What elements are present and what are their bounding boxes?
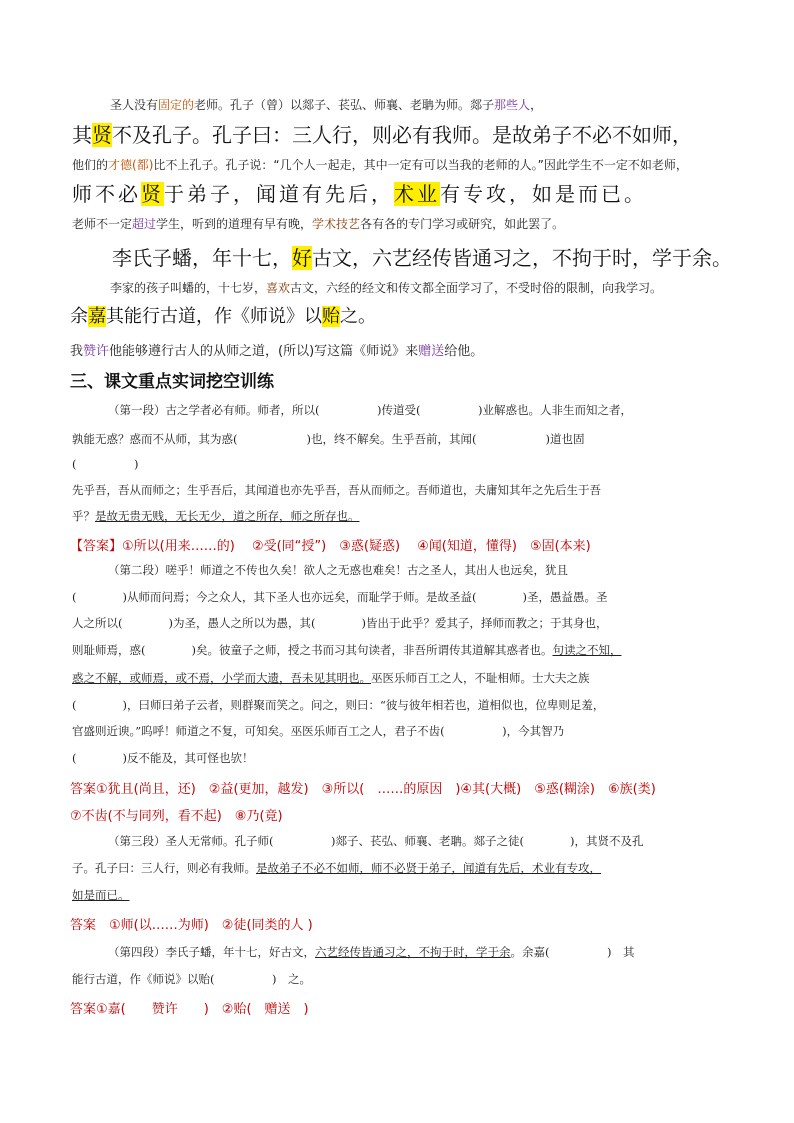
text: 巫医乐师百工之人，不耻相师。士大夫之族 (371, 671, 590, 685)
exercise-2-line: 人之所以( )为圣，愚人之所以为愚，其( )皆出于此乎？爱其子，择师而教之；于其身也， (72, 616, 608, 630)
original-line-2 (72, 178, 724, 207)
highlight-word: 贻 (322, 306, 340, 327)
exercise-2-line (72, 670, 724, 686)
exercise-2-line: （第二段）嗟乎！师道之不传也久矣！欲人之无惑也难矣！古之圣人，其出人也远矣，犹且 (108, 563, 568, 577)
underlined-text: 六艺经传皆通习之，不拘于时，学于余 (315, 945, 511, 959)
text: 比不上孔子。孔子说：“几个人一起走，其中一定有可以当我的老师的人。”因此学生不一定不如老师， (153, 158, 688, 172)
exercise-2-line: ( )从师而问焉；今之众人，其下圣人也亦远矣，而耻学于师。是故圣益( )圣，愚益愚。圣 (72, 590, 608, 604)
text: 其能行古道，作《师说》以 (106, 306, 322, 327)
keyword: 赞许 (83, 344, 110, 359)
text: 。余嘉( ) 其 (510, 945, 635, 959)
exercise-1-line: ( ) (72, 457, 139, 471)
text: 于弟子，闻道有先后， (164, 182, 394, 206)
text: 圣人没有 (110, 98, 159, 112)
text: 不及孔子。孔子曰：三人行，则必有我师。是故弟子不必不如师， (112, 123, 692, 147)
text: 老师。孔子（曾）以郯子、苌弘、师襄、老聃为师。郯子 (194, 98, 495, 112)
text: 李氏子蟠，年十七， (112, 246, 292, 270)
text: 老师不一定 (72, 217, 133, 231)
exercise-1-line: （第一段）古之学者必有师。师者，所以( )传道受( )业解惑也。人非生而知之者， (108, 403, 632, 417)
text: 有专攻，如是而已。 (440, 182, 647, 206)
original-line-4 (70, 302, 722, 328)
translation-line-5 (70, 340, 722, 359)
exercise-4-line: 能行古道，作《师说》以贻( ) 之。 (72, 972, 311, 986)
text: 给他。 (444, 344, 484, 359)
text: 他们的 (72, 158, 109, 172)
answer-2-line: 答案①犹且(尚且，还) ②益(更加，越发) ③所以( ……的原因 )④其(大概) ⑤惑(糊涂) ⑥族(类) (70, 782, 656, 797)
keyword: 才德(都) (108, 158, 154, 172)
text: 子。孔子曰：三人行，则必有我师。 (72, 861, 256, 875)
exercise-3-line (72, 887, 724, 903)
text: 学生，听到的道理有早有晚， (156, 217, 313, 231)
exercise-3-line: （第三段）圣人无常师。孔子师( )郯子、苌弘、师襄、老聃。郯子之徒( )，其贤不及孔 (108, 834, 644, 848)
text: 各有各的专门学习或研究，如此罢了。 (360, 217, 565, 231)
keyword: 固定的 (158, 98, 195, 112)
answer-text: ①所以(用来……的) ②受(同“授”) ③惑(疑惑) ④闻(知道，懂得) ⑤固(本来) (122, 539, 591, 554)
answer-label: 【答案】 (70, 539, 123, 554)
text: （第四段）李氏子蟠，年十七，好古文， (108, 945, 315, 959)
section-title: 三、课文重点实词挖空训练 (70, 372, 274, 392)
underlined-text: 句读之不知， (552, 643, 622, 657)
underlined-text: 是故无贵无贱，无长无少，道之所存，师之所存也。 (95, 509, 360, 523)
exercise-1-line: 先乎吾，吾从而师之；生乎吾后，其闻道也亦先乎吾，吾从而师之。吾师道也，夫庸知其年之先后生于吾 (72, 483, 601, 497)
translation-line-4 (110, 279, 762, 296)
text: 余 (70, 306, 88, 327)
highlight-word: 好 (292, 246, 312, 270)
highlight-word: 贤 (92, 123, 112, 147)
text: 之。 (340, 306, 376, 327)
text: 乎？ (72, 509, 95, 523)
text: 其 (72, 123, 92, 147)
answer-4: 答案①嘉( 赞许 ) ②贻( 赠送 ) (70, 1002, 309, 1017)
highlight-word: 嘉 (88, 306, 106, 327)
exercise-3-line (72, 860, 724, 876)
exercise-1-line (72, 508, 724, 524)
translation-line-2 (72, 156, 724, 173)
exercise-2-line: 官盛则近谀。”呜呼！师道之不复，可知矣。巫医乐师百工之人，君子不齿( )，今其智乃 (72, 724, 565, 738)
text: 古文，六经的经文和传文都全面学习了，不受时俗的限制，向我学习。 (290, 281, 663, 295)
text: 则耻师焉，惑( )矣。彼童子之师，授之书而习其句读者，非吾所谓传其道解其惑者也。 (72, 643, 553, 657)
exercise-1-line: 孰能无惑？惑而不从师，其为惑( )也，终不解矣。生乎吾前，其闻( )道也固 (72, 432, 585, 446)
keyword: 喜欢 (266, 281, 291, 295)
text: 师不必 (72, 182, 141, 206)
underlined-text: 如是而已。 (72, 888, 130, 902)
text: 古文，六艺经传皆通习之，不拘于时，学于余。 (312, 246, 732, 270)
exercise-4-line (108, 944, 760, 960)
answer-3: 答案 ①师(以……为师) ②徒(同类的人 ) (70, 918, 313, 933)
answer-2-line: ⑦不齿(不与同列，看不起) ⑧乃(竟) (70, 809, 283, 824)
exercise-2-line (72, 642, 724, 658)
exercise-2-line: ( )反不能及，其可怪也欤！ (72, 751, 254, 765)
text: 他能够遵行古人的从师之道，(所以)写这篇《师说》来 (109, 344, 419, 359)
text: 李家的孩子叫蟠的，十七岁， (110, 281, 267, 295)
keyword: 超过 (132, 217, 157, 231)
keyword: 赠送 (418, 344, 445, 359)
answer-1 (70, 535, 722, 554)
exercise-2-line: ( )，曰师曰弟子云者，则群聚而笑之。问之，则曰：“彼与彼年相若也，道相似也，位卑则足羞， (72, 698, 605, 712)
text: ， (530, 98, 543, 112)
highlight-word: 术业 (394, 182, 440, 206)
original-line-3 (112, 242, 764, 271)
underlined-text: 惑之不解，或师焉，或不焉，小学而大遗，吾未见其明也。 (72, 671, 371, 685)
text: 我 (70, 344, 84, 359)
underlined-text: 是故弟子不必不如师，师不必贤于弟子，闻道有先后，术业有专攻， (256, 861, 601, 875)
highlight-word: 贤 (141, 182, 164, 206)
translation-line-3 (72, 215, 724, 232)
translation-line-1 (110, 96, 724, 113)
original-line-1 (72, 119, 724, 148)
keyword: 那些人 (494, 98, 531, 112)
keyword: 学术技艺 (312, 217, 361, 231)
